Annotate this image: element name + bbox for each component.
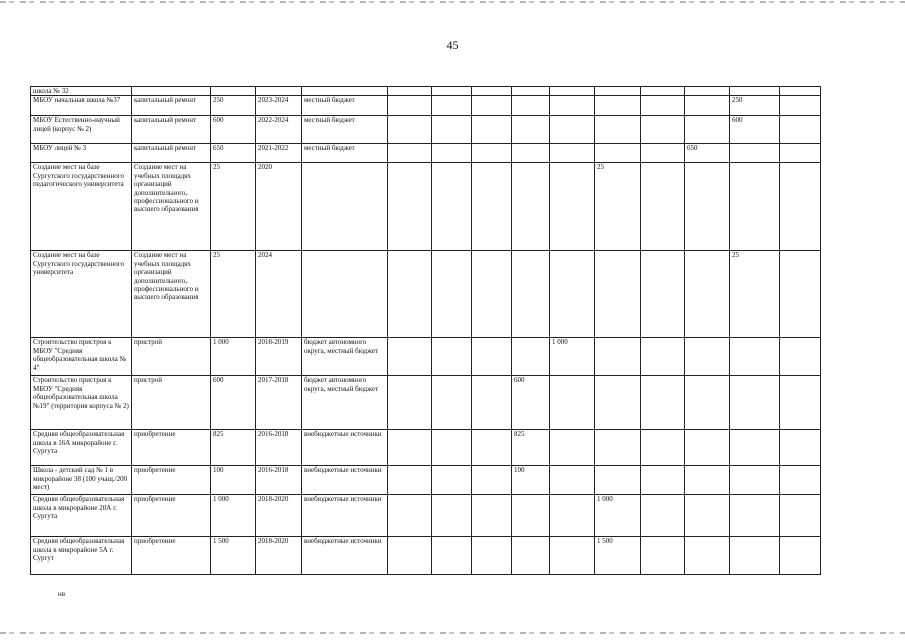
cell-object-name: Школа - детский сад № 1 в микрорайоне 38 (100 учащ./200 мест) bbox=[31, 466, 132, 495]
page-number: 45 bbox=[446, 38, 459, 52]
cell-capacity: 25 bbox=[211, 163, 256, 251]
cell-year-col-10 bbox=[780, 163, 821, 251]
cell-year-col-9 bbox=[730, 144, 780, 163]
cell-year-col-1 bbox=[388, 144, 432, 163]
cell-year-col-7 bbox=[641, 116, 685, 144]
cell-year-col-1 bbox=[388, 338, 432, 376]
cell-work-type: капитальный ремонт bbox=[132, 116, 211, 144]
cell-year-col-4 bbox=[512, 495, 550, 537]
cell-year-col-6 bbox=[595, 144, 641, 163]
table-row bbox=[31, 116, 821, 144]
cell-year-col-8 bbox=[685, 87, 730, 96]
cell-funding-source: местный бюджет bbox=[302, 144, 388, 163]
table-row bbox=[31, 537, 821, 575]
cell-capacity: 825 bbox=[211, 430, 256, 466]
cell-year-col-4: 600 bbox=[512, 376, 550, 430]
footer-note: нв bbox=[58, 590, 66, 598]
cell-year-col-10 bbox=[780, 144, 821, 163]
cell-year-col-5 bbox=[550, 537, 595, 575]
cell-year-col-9: 600 bbox=[730, 116, 780, 144]
cell-year-col-8 bbox=[685, 537, 730, 575]
cell-funding-source: внебюджетные источники bbox=[302, 537, 388, 575]
cell-year-col-5 bbox=[550, 144, 595, 163]
cell-year-col-7 bbox=[641, 430, 685, 466]
cell-year-col-5 bbox=[550, 96, 595, 116]
cell-capacity: 250 bbox=[211, 96, 256, 116]
cell-year-col-6 bbox=[595, 116, 641, 144]
cell-year-col-10 bbox=[780, 338, 821, 376]
cell-funding-source: внебюджетные источники bbox=[302, 466, 388, 495]
cell-year-col-6 bbox=[595, 430, 641, 466]
cell-year-col-7 bbox=[641, 96, 685, 116]
cell-capacity bbox=[211, 87, 256, 96]
cell-year-col-10 bbox=[780, 430, 821, 466]
cell-object-name: Средняя общеобразовательная школа в 16А микрорайоне г. Сургута bbox=[31, 430, 132, 466]
cell-year-col-7 bbox=[641, 163, 685, 251]
cell-year-col-2 bbox=[432, 163, 472, 251]
cell-year-col-2 bbox=[432, 96, 472, 116]
cell-year-col-6 bbox=[595, 251, 641, 338]
cell-work-type: пристрой bbox=[132, 376, 211, 430]
cell-year-col-8 bbox=[685, 116, 730, 144]
cell-year-col-1 bbox=[388, 116, 432, 144]
cell-funding-source bbox=[302, 251, 388, 338]
cell-period: 2016-2018 bbox=[256, 466, 302, 495]
cell-year-col-9 bbox=[730, 466, 780, 495]
cell-year-col-6 bbox=[595, 96, 641, 116]
cell-year-col-1 bbox=[388, 466, 432, 495]
cell-year-col-8 bbox=[685, 251, 730, 338]
cell-year-col-7 bbox=[641, 495, 685, 537]
cell-work-type: Создание мест на учебных площадях организаций дополнительного, профессионального и высшего образования bbox=[132, 251, 211, 338]
cell-year-col-7 bbox=[641, 338, 685, 376]
cell-year-col-2 bbox=[432, 466, 472, 495]
cell-capacity: 100 bbox=[211, 466, 256, 495]
cell-funding-source: бюджет автономного округа, местный бюджет bbox=[302, 376, 388, 430]
cell-capacity: 600 bbox=[211, 116, 256, 144]
cell-work-type: Создание мест на учебных площадях организаций дополнительного, профессионального и высшего образования bbox=[132, 163, 211, 251]
cell-year-col-6: 25 bbox=[595, 163, 641, 251]
cell-year-col-8 bbox=[685, 338, 730, 376]
cell-year-col-4 bbox=[512, 251, 550, 338]
cell-year-col-9 bbox=[730, 87, 780, 96]
cell-object-name: МБОУ начальная школа №37 bbox=[31, 96, 132, 116]
cell-year-col-9: 250 bbox=[730, 96, 780, 116]
cell-year-col-4 bbox=[512, 144, 550, 163]
cell-work-type: приобретение bbox=[132, 495, 211, 537]
cell-year-col-4 bbox=[512, 96, 550, 116]
cell-year-col-6: 1 000 bbox=[595, 495, 641, 537]
cell-year-col-10 bbox=[780, 537, 821, 575]
cell-year-col-3 bbox=[472, 376, 512, 430]
cell-period bbox=[256, 87, 302, 96]
table-row bbox=[31, 163, 821, 251]
cell-year-col-5 bbox=[550, 163, 595, 251]
cell-year-col-10 bbox=[780, 376, 821, 430]
table-row bbox=[31, 430, 821, 466]
cell-year-col-1 bbox=[388, 495, 432, 537]
cell-capacity: 650 bbox=[211, 144, 256, 163]
cell-capacity: 600 bbox=[211, 376, 256, 430]
cell-year-col-1 bbox=[388, 96, 432, 116]
cell-period: 2018-2020 bbox=[256, 495, 302, 537]
cell-funding-source: местный бюджет bbox=[302, 96, 388, 116]
cell-funding-source: внебюджетные источники bbox=[302, 495, 388, 537]
cell-year-col-4: 825 bbox=[512, 430, 550, 466]
table-row bbox=[31, 251, 821, 338]
cell-funding-source bbox=[302, 163, 388, 251]
cell-period: 2017-2018 bbox=[256, 376, 302, 430]
cell-work-type bbox=[132, 87, 211, 96]
cell-year-col-4 bbox=[512, 116, 550, 144]
cell-work-type: капитальный ремонт bbox=[132, 144, 211, 163]
table-row bbox=[31, 87, 821, 96]
cell-object-name: МБОУ Естественно-научный лицей (корпус № 2) bbox=[31, 116, 132, 144]
cell-year-col-3 bbox=[472, 466, 512, 495]
scan-bottom-edge bbox=[0, 632, 905, 634]
cell-year-col-9 bbox=[730, 338, 780, 376]
cell-year-col-6 bbox=[595, 376, 641, 430]
cell-year-col-2 bbox=[432, 376, 472, 430]
cell-period: 2021-2022 bbox=[256, 144, 302, 163]
cell-object-name: Строительство пристроя к МБОУ "Средняя общеобразовательная школа № 4" bbox=[31, 338, 132, 376]
cell-year-col-1 bbox=[388, 163, 432, 251]
cell-year-col-3 bbox=[472, 430, 512, 466]
cell-year-col-9 bbox=[730, 537, 780, 575]
cell-year-col-8 bbox=[685, 376, 730, 430]
cell-year-col-7 bbox=[641, 251, 685, 338]
cell-year-col-7 bbox=[641, 537, 685, 575]
cell-capacity: 1 000 bbox=[211, 338, 256, 376]
cell-funding-source: внебюджетные источники bbox=[302, 430, 388, 466]
cell-year-col-10 bbox=[780, 466, 821, 495]
cell-object-name: школа № 32 bbox=[31, 87, 132, 96]
cell-year-col-8 bbox=[685, 495, 730, 537]
cell-year-col-5 bbox=[550, 376, 595, 430]
cell-year-col-10 bbox=[780, 116, 821, 144]
cell-year-col-2 bbox=[432, 338, 472, 376]
cell-year-col-9 bbox=[730, 163, 780, 251]
cell-period: 2016-2018 bbox=[256, 430, 302, 466]
cell-object-name: МБОУ лицей № 3 bbox=[31, 144, 132, 163]
cell-year-col-2 bbox=[432, 430, 472, 466]
cell-year-col-1 bbox=[388, 537, 432, 575]
cell-funding-source bbox=[302, 87, 388, 96]
cell-year-col-2 bbox=[432, 495, 472, 537]
cell-work-type: приобретение bbox=[132, 537, 211, 575]
cell-capacity: 25 bbox=[211, 251, 256, 338]
cell-funding-source: местный бюджет bbox=[302, 116, 388, 144]
table-row bbox=[31, 144, 821, 163]
cell-year-col-6 bbox=[595, 466, 641, 495]
cell-year-col-3 bbox=[472, 144, 512, 163]
scan-top-edge bbox=[0, 1, 905, 3]
cell-year-col-1 bbox=[388, 376, 432, 430]
cell-period: 2024 bbox=[256, 251, 302, 338]
cell-year-col-3 bbox=[472, 96, 512, 116]
cell-work-type: приобретение bbox=[132, 466, 211, 495]
cell-year-col-7 bbox=[641, 87, 685, 96]
cell-year-col-10 bbox=[780, 96, 821, 116]
cell-year-col-4: 100 bbox=[512, 466, 550, 495]
cell-year-col-3 bbox=[472, 87, 512, 96]
cell-year-col-9 bbox=[730, 376, 780, 430]
cell-work-type: приобретение bbox=[132, 430, 211, 466]
cell-year-col-6 bbox=[595, 338, 641, 376]
budget-table bbox=[30, 86, 821, 575]
cell-year-col-9: 25 bbox=[730, 251, 780, 338]
cell-year-col-5 bbox=[550, 466, 595, 495]
table-row bbox=[31, 466, 821, 495]
cell-year-col-4 bbox=[512, 87, 550, 96]
cell-year-col-4 bbox=[512, 338, 550, 376]
cell-year-col-1 bbox=[388, 87, 432, 96]
cell-year-col-4 bbox=[512, 163, 550, 251]
cell-object-name: Строительство пристроя к МБОУ "Средняя общеобразовательная школа №19" (территория корпуса № 2) bbox=[31, 376, 132, 430]
cell-year-col-5 bbox=[550, 430, 595, 466]
cell-year-col-8 bbox=[685, 430, 730, 466]
cell-year-col-10 bbox=[780, 251, 821, 338]
cell-year-col-2 bbox=[432, 537, 472, 575]
cell-year-col-8 bbox=[685, 96, 730, 116]
cell-year-col-5 bbox=[550, 495, 595, 537]
cell-year-col-6: 1 500 bbox=[595, 537, 641, 575]
cell-year-col-3 bbox=[472, 537, 512, 575]
cell-year-col-3 bbox=[472, 163, 512, 251]
cell-year-col-5 bbox=[550, 87, 595, 96]
cell-object-name: Создание мест на базе Сургутского государственного университета bbox=[31, 251, 132, 338]
cell-year-col-5 bbox=[550, 251, 595, 338]
cell-year-col-3 bbox=[472, 495, 512, 537]
cell-year-col-5 bbox=[550, 116, 595, 144]
cell-year-col-5: 1 000 bbox=[550, 338, 595, 376]
cell-year-col-2 bbox=[432, 251, 472, 338]
cell-year-col-2 bbox=[432, 87, 472, 96]
cell-year-col-10 bbox=[780, 495, 821, 537]
cell-work-type: капитальный ремонт bbox=[132, 96, 211, 116]
cell-year-col-10 bbox=[780, 87, 821, 96]
cell-period: 2018-2019 bbox=[256, 338, 302, 376]
cell-year-col-9 bbox=[730, 430, 780, 466]
cell-object-name: Средняя общеобразовательная школа в микрорайоне 20А г. Сургута bbox=[31, 495, 132, 537]
cell-year-col-3 bbox=[472, 116, 512, 144]
cell-year-col-8 bbox=[685, 466, 730, 495]
cell-year-col-8: 650 bbox=[685, 144, 730, 163]
cell-work-type: пристрой bbox=[132, 338, 211, 376]
cell-year-col-2 bbox=[432, 116, 472, 144]
cell-year-col-7 bbox=[641, 144, 685, 163]
table-row bbox=[31, 96, 821, 116]
cell-funding-source: бюджет автономного округа, местный бюджет bbox=[302, 338, 388, 376]
cell-year-col-1 bbox=[388, 430, 432, 466]
cell-year-col-1 bbox=[388, 251, 432, 338]
cell-year-col-9 bbox=[730, 495, 780, 537]
cell-year-col-6 bbox=[595, 87, 641, 96]
cell-year-col-3 bbox=[472, 251, 512, 338]
table-row bbox=[31, 338, 821, 376]
cell-period: 2023-2024 bbox=[256, 96, 302, 116]
cell-object-name: Создание мест на базе Сургутского государственного педагогического университета bbox=[31, 163, 132, 251]
cell-year-col-2 bbox=[432, 144, 472, 163]
cell-capacity: 1 000 bbox=[211, 495, 256, 537]
cell-year-col-8 bbox=[685, 163, 730, 251]
cell-capacity: 1 500 bbox=[211, 537, 256, 575]
table-row bbox=[31, 495, 821, 537]
cell-period: 2020 bbox=[256, 163, 302, 251]
cell-year-col-7 bbox=[641, 466, 685, 495]
cell-year-col-7 bbox=[641, 376, 685, 430]
cell-year-col-4 bbox=[512, 537, 550, 575]
cell-year-col-3 bbox=[472, 338, 512, 376]
cell-period: 2018-2020 bbox=[256, 537, 302, 575]
cell-period: 2022-2024 bbox=[256, 116, 302, 144]
table-row bbox=[31, 376, 821, 430]
cell-object-name: Средняя общеобразовательная школа в микрорайоне 5А г. Сургут bbox=[31, 537, 132, 575]
